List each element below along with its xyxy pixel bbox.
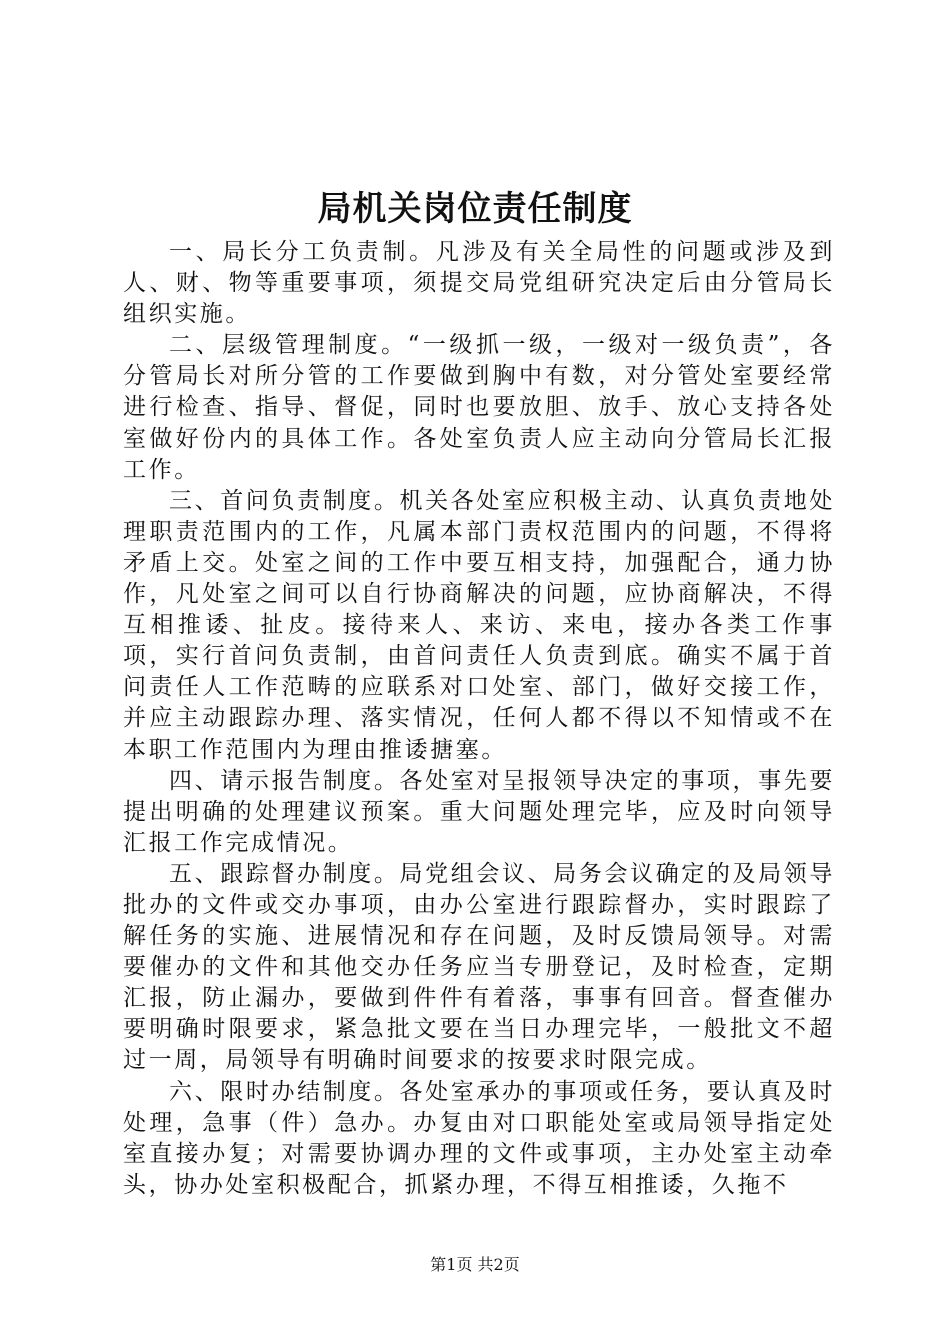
- page-number-current: 第1页: [430, 1255, 473, 1274]
- document-body: [123, 237, 835, 1201]
- paragraph-5: 五、跟踪督办制度。局党组会议、局务会议确定的及局领导批办的文件或交办事项，由办公室进行跟踪督办，实时跟踪了解任务的实施、进展情况和存在问题，及时反馈局领导。对需要催办的文件和其他交办任务应当专册登记，及时检查，定期汇报，防止漏办，要做到件件有着落，事事有回音。督查催办要明确时限要求，紧急批文要在当日办理完毕，一般批文不超过一周，局领导有明确时间要求的按要求时限完成。: [123, 860, 835, 1074]
- paragraph-2: 二、层级管理制度。“一级抓一级，一级对一级负责”，各分管局长对所分管的工作要做到胸中有数，对分管处室要经常进行检查、指导、督促，同时也要放胆、放手、放心支持各处室做好份内的具体工作。各处室负责人应主动向分管局长汇报工作。: [123, 332, 835, 483]
- page-number-total: 共2页: [477, 1255, 520, 1274]
- paragraph-4: 四、请示报告制度。各处室对呈报领导决定的事项，事先要提出明确的处理建议预案。重大问题处理完毕，应及时向领导汇报工作完成情况。: [123, 767, 835, 856]
- paragraph-6: 六、限时办结制度。各处室承办的事项或任务，要认真及时处理，急事（件）急办。办复由对口职能处室或局领导指定处室直接办复；对需要协调办理的文件或事项，主办处室主动牵头，协办处室积极配合，抓紧办理，不得互相推诿，久拖不: [123, 1078, 835, 1198]
- document-title: 局机关岗位责任制度: [317, 189, 633, 229]
- paragraph-1: 一、局长分工负责制。凡涉及有关全局性的问题或涉及到人、财、物等重要事项，须提交局党组研究决定后由分管局长组织实施。: [123, 239, 835, 328]
- page-footer: [0, 1255, 950, 1275]
- paragraph-3: 三、首问负责制度。机关各处室应积极主动、认真负责地处理职责范围内的工作，凡属本部门责权范围内的问题，不得将矛盾上交。处室之间的工作中要互相支持，加强配合，通力协作，凡处室之间可以自行协商解决的问题，应协商解决，不得互相推诿、扯皮。接待来人、来访、来电，接办各类工作事项，实行首问负责制，由首问责任人负责到底。确实不属于首问责任人工作范畴的应联系对口处室、部门，做好交接工作，并应主动跟踪办理、落实情况，任何人都不得以不知情或不在本职工作范围内为理由推诿搪塞。: [123, 487, 835, 763]
